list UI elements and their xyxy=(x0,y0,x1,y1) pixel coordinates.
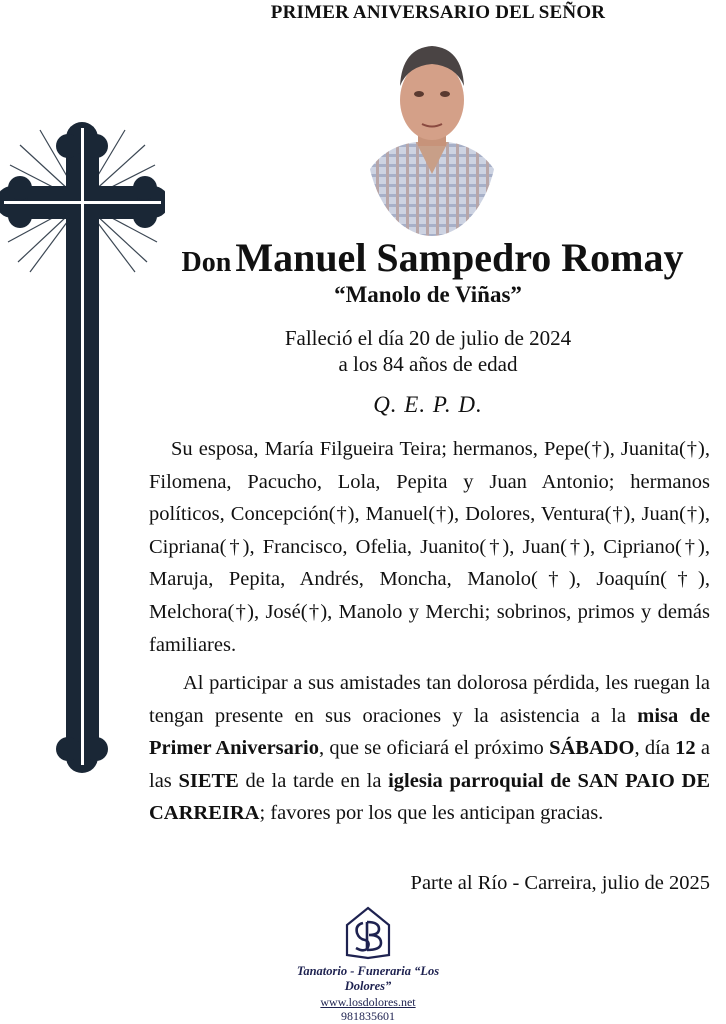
mass-name: misa de Primer Aniversario xyxy=(149,704,711,760)
nickname: “Manolo de Viñas” xyxy=(334,282,522,307)
mass-day: SÁBADO xyxy=(549,737,635,760)
invitation-text: , que se oficiará el próximo xyxy=(318,737,550,760)
full-name: Manuel Sampedro Romay xyxy=(235,235,684,280)
invitation-paragraph xyxy=(149,667,710,830)
name-prefix: Don xyxy=(181,247,232,278)
invitation-text: Al participar a sus amistades tan dolorosa pérdida, les ruegan la tengan presente en sus oraciones y la asistencia a la xyxy=(149,672,710,727)
death-age: a los 84 años de edad xyxy=(338,352,518,376)
invitation-text: ; favores por los que les anticipan gracias. xyxy=(259,802,604,825)
invitation-text: de la tarde en la xyxy=(238,769,389,792)
funeral-home-name: Tanatorio - Funeraria “Los Dolores” xyxy=(296,964,440,993)
mass-time: SIETE xyxy=(178,769,239,792)
funeral-home-website[interactable]: www.losdolores.net xyxy=(320,995,416,1009)
place-date: Parte al Río - Carreira, julio de 2025 xyxy=(410,872,710,894)
invitation-text: , día xyxy=(634,737,676,760)
death-info xyxy=(228,325,628,377)
funeral-home-logo-icon xyxy=(343,905,393,961)
relatives-paragraph: Su esposa, María Filgueira Teira; hermanos, Pepe(†), Juanita(†), Filomena, Pacucho, Lola, Pepita y Juan Antonio; hermanos políticos, Concepción(†), Manuel(†), Dolores, Ventura(†), Juan(†), Cipriana(†), Francisco, Ofelia, Juanito(†), Juan(†), Cipriano(†), Maruja, Pepita, Andrés, Moncha, Manolo(†), Joaquín(†), Melchora(†), José(†), Manolo y Merchi; sobrinos, primos y demás familiares. xyxy=(149,438,710,656)
qepd: Q. E. P. D. xyxy=(373,392,483,417)
cross-icon xyxy=(0,120,165,780)
portrait-photo xyxy=(366,34,498,236)
invitation-text: a las xyxy=(149,737,710,792)
mass-date: 12 xyxy=(675,737,696,760)
death-date: Falleció el día 20 de julio de 2024 xyxy=(284,326,572,350)
announcement-title: PRIMER ANIVERSARIO DEL SEÑOR xyxy=(270,2,606,23)
funeral-home-phone: 981835601 xyxy=(341,1009,395,1023)
deceased-name xyxy=(160,234,705,281)
church-name: iglesia parroquial de SAN PAIO DE CARREIRA xyxy=(149,769,710,825)
